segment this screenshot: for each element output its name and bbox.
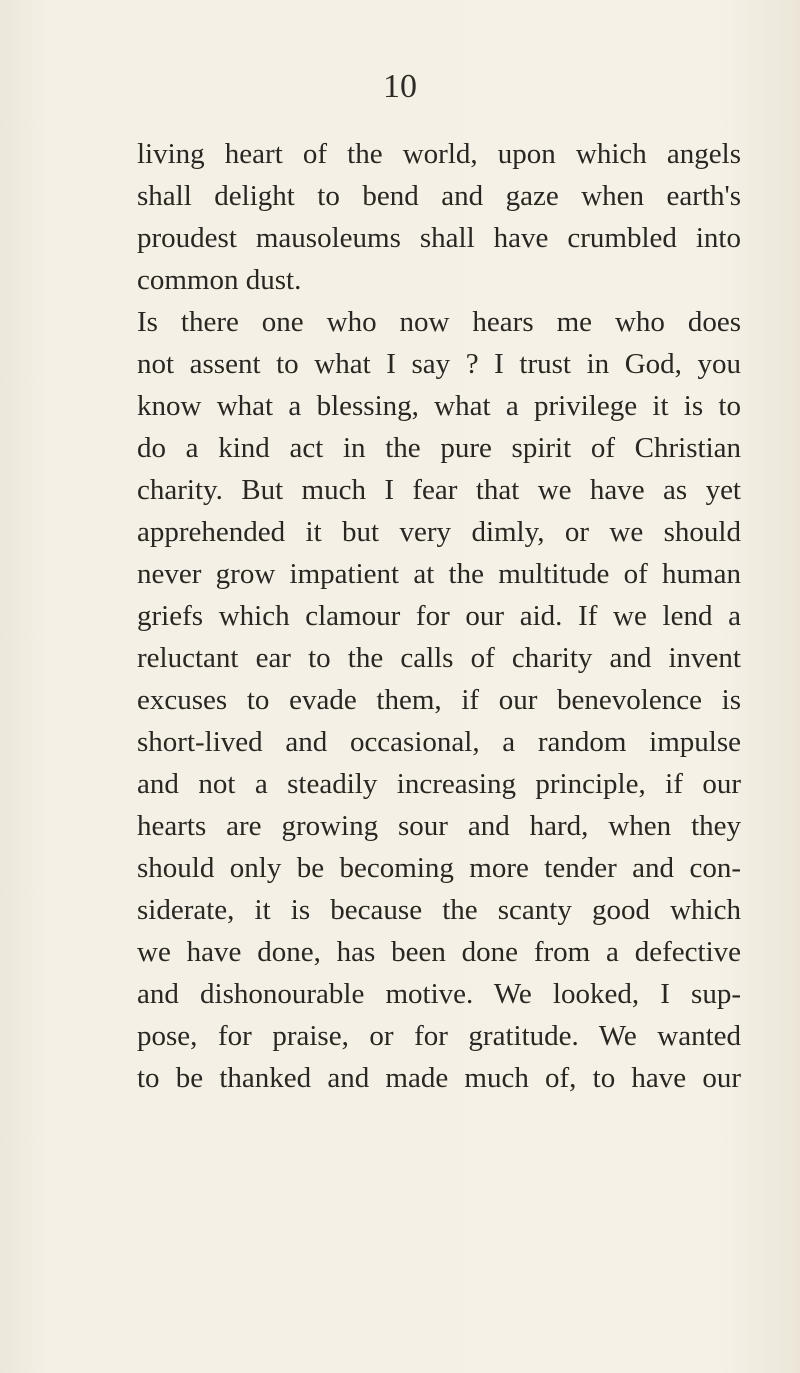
text-line: excuses to evade them, if our benevolence is bbox=[137, 684, 741, 716]
text-line: proudest mausoleums shall have crumbled into bbox=[137, 222, 741, 254]
body-text bbox=[137, 133, 741, 1099]
text-line: siderate, it is because the scanty good which bbox=[137, 894, 741, 926]
text-line: reluctant ear to the calls of charity and invent bbox=[137, 642, 741, 674]
text-line: never grow impatient at the multitude of human bbox=[137, 558, 741, 590]
page-number: 10 bbox=[383, 68, 417, 105]
text-line: Is there one who now hears me who does bbox=[137, 306, 741, 338]
text-line: griefs which clamour for our aid. If we lend a bbox=[137, 600, 741, 632]
text-line: common dust. bbox=[137, 264, 302, 296]
text-line: apprehended it but very dimly, or we should bbox=[137, 516, 741, 548]
text-line: we have done, has been done from a defective bbox=[137, 936, 741, 968]
text-line: pose, for praise, or for gratitude. We wanted bbox=[137, 1020, 741, 1052]
text-line: and not a steadily increasing principle, if our bbox=[137, 768, 741, 800]
text-line: to be thanked and made much of, to have our bbox=[137, 1062, 741, 1094]
text-line: living heart of the world, upon which angels bbox=[137, 138, 741, 170]
text-line: know what a blessing, what a privilege it is to bbox=[137, 390, 741, 422]
text-line: not assent to what I say ? I trust in God, you bbox=[137, 348, 741, 380]
text-line: hearts are growing sour and hard, when they bbox=[137, 810, 741, 842]
text-line: and dishonourable motive. We looked, I sup- bbox=[137, 978, 741, 1010]
text-line: short-lived and occasional, a random impulse bbox=[137, 726, 741, 758]
text-line: should only be becoming more tender and con- bbox=[137, 852, 741, 884]
text-line: do a kind act in the pure spirit of Christian bbox=[137, 432, 741, 464]
text-line: shall delight to bend and gaze when earth's bbox=[137, 180, 741, 212]
text-line: charity. But much I fear that we have as yet bbox=[137, 474, 741, 506]
